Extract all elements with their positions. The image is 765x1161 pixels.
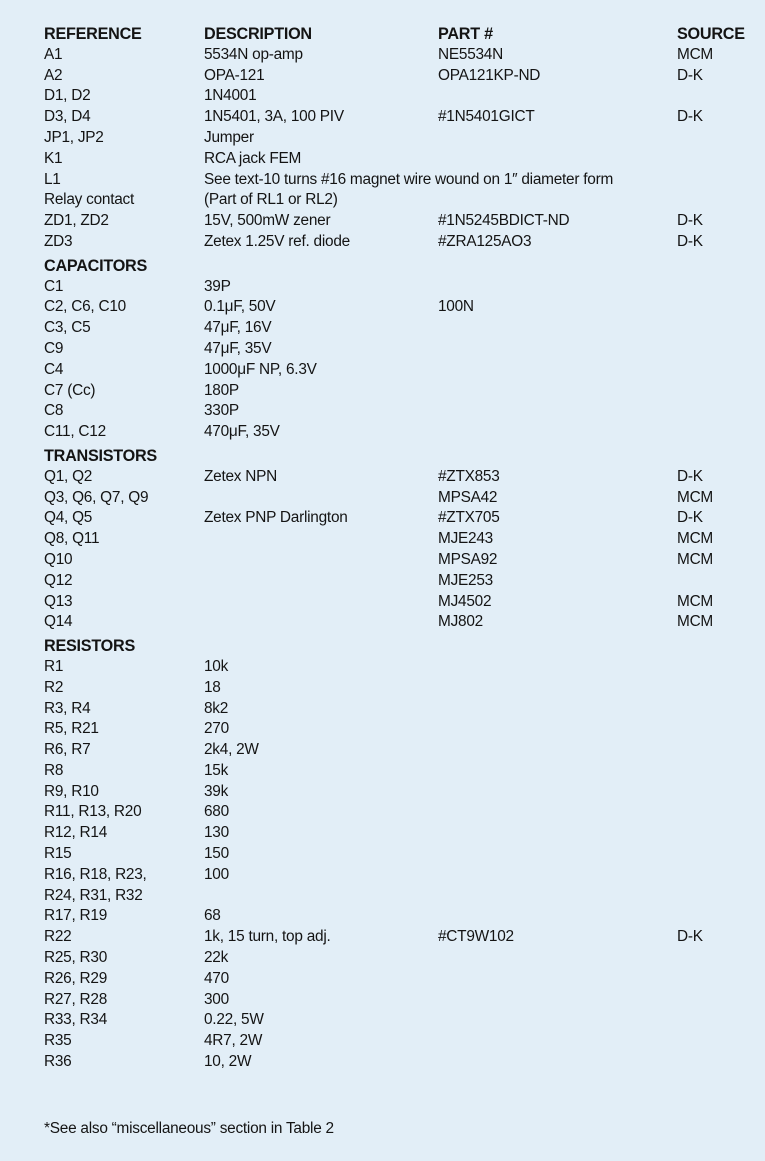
table-row [44,339,754,360]
table-row [44,550,754,571]
cell-reference: Relay contact [44,191,134,209]
cell-reference: R27, R28 [44,990,108,1008]
cell-reference: R33, R34 [44,1011,108,1029]
table-row [44,719,754,740]
cell-part-number: MPSA92 [438,550,498,568]
cell-reference: C11, C12 [44,423,106,441]
cell-reference: R1 [44,657,64,675]
table-row [44,86,754,107]
cell-reference: R8 [44,761,64,779]
cell-source: D-K [677,66,703,84]
cell-source: MCM [677,550,714,568]
parts-list-table [44,24,754,1073]
cell-part-number: #1N5245BDICT-ND [438,212,570,230]
cell-description: Zetex PNP Darlington [204,509,348,527]
table-row [44,948,754,969]
cell-reference: R22 [44,928,72,946]
cell-description: 4R7, 2W [204,1032,263,1050]
cell-description: 0.1μF, 50V [204,298,276,316]
cell-reference: C8 [44,402,64,420]
cell-description: Zetex 1.25V ref. diode [204,232,350,250]
table-row [44,782,754,803]
cell-description: 180P [204,381,239,399]
cell-reference: R9, R10 [44,782,99,800]
cell-reference: ZD1, ZD2 [44,212,109,230]
cell-description: 680 [204,803,229,821]
cell-reference: C2, C6, C10 [44,298,126,316]
footnote: *See also “miscellaneous” section in Table 2 [44,1120,334,1137]
table-row [44,612,754,633]
section-heading [44,256,754,277]
cell-part-number: MJ4502 [438,592,492,610]
cell-description: 39P [204,277,231,295]
table-row [44,107,754,128]
cell-description: 18 [204,678,221,696]
cell-reference: JP1, JP2 [44,128,104,146]
table-row [44,488,754,509]
cell-reference: Q1, Q2 [44,467,93,485]
table-row [44,678,754,699]
table-row [44,865,754,886]
cell-reference: R36 [44,1053,72,1071]
cell-description: 47μF, 35V [204,339,272,357]
cell-part-number: #ZRA125AO3 [438,232,532,250]
cell-part-number: OPA121KP-ND [438,66,541,84]
table-row [44,128,754,149]
cell-part-number: NE5534N [438,45,503,63]
cell-part-number: #1N5401GICT [438,108,535,126]
cell-reference: R17, R19 [44,907,108,925]
table-body [44,45,754,1073]
table-row [44,886,754,907]
cell-reference: C4 [44,360,64,378]
table-row [44,170,754,191]
cell-description: 5534N op-amp [204,45,303,63]
cell-source: MCM [677,530,714,548]
cell-description: 22k [204,949,229,967]
cell-reference: Q4, Q5 [44,509,93,527]
section-heading [44,636,754,657]
cell-reference: R15 [44,845,72,863]
table-row [44,190,754,211]
cell-description: 1000μF NP, 6.3V [204,360,317,378]
cell-description: 10, 2W [204,1053,252,1071]
table-row [44,277,754,298]
cell-reference: R35 [44,1032,72,1050]
cell-reference: L1 [44,170,61,188]
table-row [44,1010,754,1031]
table-row [44,823,754,844]
cell-description: OPA-121 [204,66,265,84]
cell-description: 1N5401, 3A, 100 PIV [204,108,344,126]
cell-reference: R3, R4 [44,699,91,717]
table-row [44,318,754,339]
table-row [44,592,754,613]
table-row [44,657,754,678]
cell-source: D-K [677,467,703,485]
cell-reference: R2 [44,678,64,696]
cell-description: Zetex NPN [204,467,278,485]
table-row [44,211,754,232]
table-row [44,467,754,488]
cell-reference: C3, C5 [44,319,91,337]
table-row [44,802,754,823]
cell-part-number: MPSA42 [438,488,498,506]
cell-part-number: MJE243 [438,530,493,548]
cell-description: 2k4, 2W [204,741,259,759]
cell-description: 15k [204,761,229,779]
table-row [44,360,754,381]
table-row [44,844,754,865]
cell-reference: R12, R14 [44,824,108,842]
table-row [44,297,754,318]
cell-description: RCA jack FEM [204,149,302,167]
cell-reference: Q14 [44,613,73,631]
cell-description: 0.22, 5W [204,1011,264,1029]
cell-reference: R25, R30 [44,949,108,967]
table-row [44,1031,754,1052]
table-row [44,66,754,87]
table-row [44,149,754,170]
cell-description: 10k [204,657,229,675]
cell-reference: A1 [44,45,63,63]
cell-part-number: MJ802 [438,613,483,631]
table-row [44,927,754,948]
cell-part-number: MJE253 [438,571,493,589]
table-row [44,401,754,422]
header-part-number: PART # [438,25,493,43]
cell-description: See text-10 turns #16 magnet wire wound on 1″ diameter form [204,170,614,188]
cell-description: 68 [204,907,221,925]
table-row [44,381,754,402]
table-row [44,529,754,550]
section-heading [44,446,754,467]
cell-description: 330P [204,402,239,420]
table-row [44,571,754,592]
section-title: RESISTORS [44,637,136,656]
cell-reference: ZD3 [44,232,73,250]
section-title: CAPACITORS [44,256,148,275]
table-row [44,699,754,720]
cell-reference: Q10 [44,550,73,568]
cell-description: (Part of RL1 or RL2) [204,191,338,209]
cell-reference: A2 [44,66,63,84]
cell-reference: R26, R29 [44,969,108,987]
cell-part-number: 100N [438,298,474,316]
cell-reference: R11, R13, R20 [44,803,142,821]
cell-source: MCM [677,488,714,506]
cell-source: MCM [677,613,714,631]
cell-reference: K1 [44,149,63,167]
cell-description: 15V, 500mW zener [204,212,331,230]
cell-source: D-K [677,509,703,527]
cell-description: 270 [204,720,229,738]
cell-reference: R6, R7 [44,741,91,759]
cell-reference: Q8, Q11 [44,530,100,548]
cell-part-number: #CT9W102 [438,928,514,946]
cell-description: 100 [204,865,229,883]
cell-description: 150 [204,845,229,863]
table-row [44,761,754,782]
cell-reference: C1 [44,277,64,295]
cell-description: 39k [204,782,229,800]
cell-reference: D1, D2 [44,87,91,105]
table-row [44,1052,754,1073]
cell-source: D-K [677,108,703,126]
cell-reference: R5, R21 [44,720,99,738]
cell-source: MCM [677,45,714,63]
cell-reference: R16, R18, R23, [44,865,147,883]
cell-description: 470μF, 35V [204,423,280,441]
cell-source: D-K [677,928,703,946]
table-row [44,740,754,761]
cell-source: D-K [677,232,703,250]
cell-source: D-K [677,212,703,230]
cell-reference: Q13 [44,592,73,610]
cell-description: 300 [204,990,229,1008]
header-description: DESCRIPTION [204,25,312,43]
cell-description: 8k2 [204,699,229,717]
table-row [44,422,754,443]
cell-reference: C7 (Cc) [44,381,96,399]
header-reference: REFERENCE [44,25,142,43]
cell-part-number: #ZTX853 [438,467,500,485]
cell-description: 130 [204,824,229,842]
table-row [44,906,754,927]
cell-source: MCM [677,592,714,610]
table-row [44,45,754,66]
cell-part-number: #ZTX705 [438,509,500,527]
cell-description: 47μF, 16V [204,319,272,337]
cell-description: 1k, 15 turn, top adj. [204,928,331,946]
table-row [44,969,754,990]
cell-reference: C9 [44,339,64,357]
cell-reference: Q12 [44,571,73,589]
table-header-row [44,24,754,45]
cell-description: 1N4001 [204,87,257,105]
cell-description: Jumper [204,128,254,146]
table-row [44,990,754,1011]
cell-reference: D3, D4 [44,108,91,126]
header-source: SOURCE [677,25,745,43]
cell-reference: R24, R31, R32 [44,886,143,904]
cell-description: 470 [204,969,229,987]
cell-reference: Q3, Q6, Q7, Q9 [44,488,149,506]
table-row [44,508,754,529]
section-title: TRANSISTORS [44,446,157,465]
table-row [44,232,754,253]
